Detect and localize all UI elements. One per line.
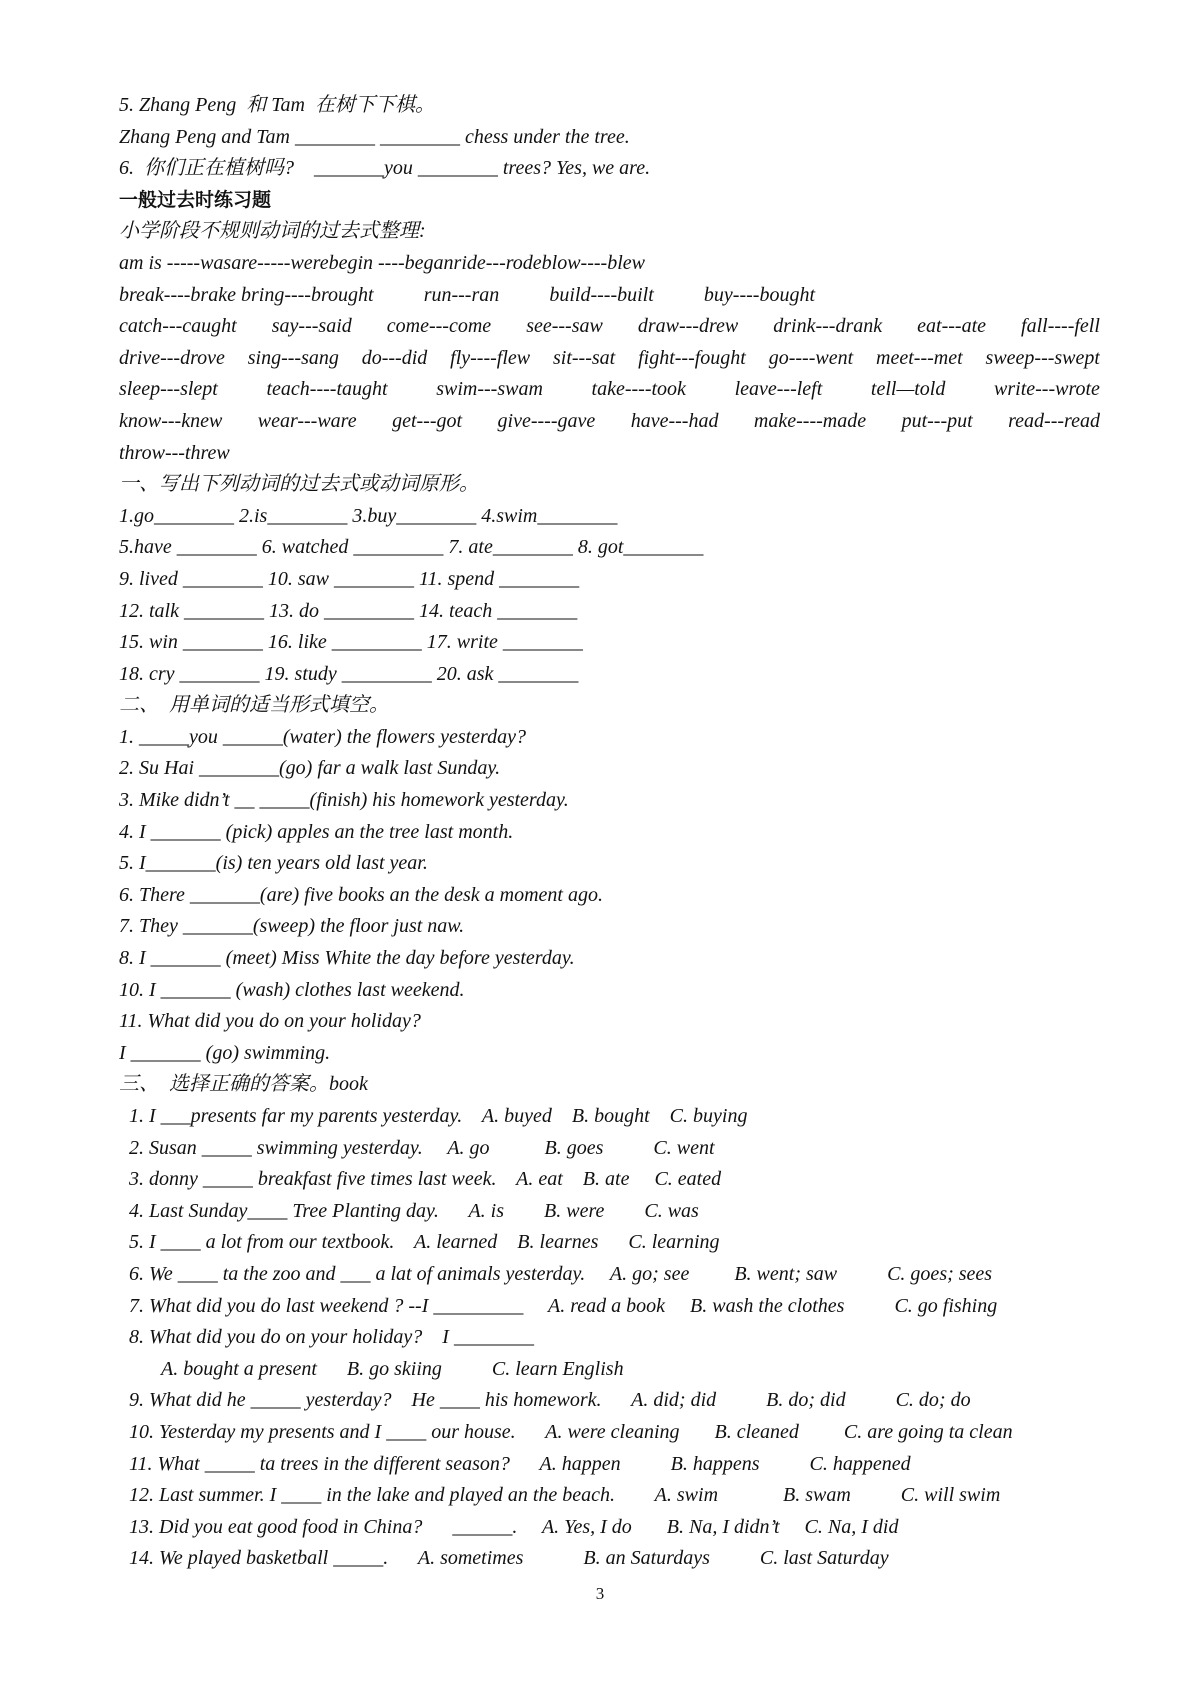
irregular-verb-pair: build----built [549,283,654,306]
irregular-verb-pair: wear---ware [257,409,357,432]
irregular-verb-pair: sit---sat [553,346,616,369]
irregular-verb-pair: throw---threw [119,441,230,464]
intro-line: 5. Zhang Peng 和 Tam 在树下下棋。 [119,94,435,116]
irregular-verb-row [119,248,1100,280]
irregular-verb-pair: sing---sang [247,346,339,369]
part2-line: 6. There _______(are) five books an the desk a moment ago. [119,883,603,906]
part1-title: 一、写出下列动词的过去式或动词原形。 [119,473,479,496]
part2-line: 3. Mike didn’t __ _____(finish) his homework yesterday. [119,789,569,812]
choice-question-line: 8. What did you do on your holiday? I ________ [129,1326,534,1349]
part1-line: 12. talk ________ 13. do _________ 14. teach ________ [119,599,578,622]
irregular-verb-pair: say---said [271,315,352,338]
irregular-verb-pair: swim---swam [436,378,543,401]
intro-line: Zhang Peng and Tam ________ ________ chess under the tree. [119,125,630,148]
irregular-verb-pair: tell—told [870,378,946,401]
part2-title: 二、 用单词的适当形式填空。 [119,694,389,717]
irregular-verb-pair: run---ran [423,283,500,306]
irregular-verb-pair: give----gave [497,409,596,432]
irregular-verb-pair: make----made [753,409,867,432]
part2-line: 7. They _______(sweep) the floor just naw. [119,915,465,938]
part1-line: 15. win ________ 16. like _________ 17. write ________ [119,631,583,654]
section-title: 一般过去时练习题 [119,188,272,211]
irregular-verb-pair: drive---drove [119,346,225,369]
part2-exercises [119,722,1100,1070]
intro-line: 6. 你们正在植树吗? _______you ________ trees? Yes, we are. [119,157,651,180]
irregular-verb-pair: buy----bought [703,283,815,306]
irregular-verb-pair: go----went [768,346,854,369]
irregular-verb-pair: fall----fell [1021,315,1100,338]
part2-line: 1. _____you ______(water) the flowers yesterday? [119,725,526,748]
irregular-verb-row [119,280,1100,312]
choice-question-line: 14. We played basketball _____. A. sometimes B. an Saturdays C. last Saturday [129,1547,889,1570]
part3-exercises [119,1101,1100,1575]
part2-line: I _______ (go) swimming. [119,1041,331,1064]
page-number: 3 [595,1584,605,1603]
part2-line: 5. I_______(is) ten years old last year. [119,852,428,875]
choice-question-line: 10. Yesterday my presents and I ____ our house. A. were cleaning B. cleaned C. are going ta clean [129,1420,1013,1443]
irregular-verb-pair: get---got [392,409,463,432]
irregular-verb-pair: meet---met [876,346,963,369]
irregular-verb-pair: sweep---swept [985,346,1100,369]
irregular-verb-pair: am is -----was [119,251,232,274]
choice-question-line: 5. I ____ a lot from our textbook. A. learned B. learnes C. learning [129,1231,720,1254]
irregular-verb-pair: come---come [386,315,492,338]
irregular-verb-pair: read---read [1008,409,1100,432]
irregular-verb-pair: see---saw [526,315,603,338]
choice-question-line: 7. What did you do last weekend ? --I _________ A. read a book B. wash the clothes C. go fishing [129,1294,998,1317]
part1-line: 18. cry ________ 19. study _________ 20. ask ________ [119,662,579,685]
part1-line: 9. lived ________ 10. saw ________ 11. spend ________ [119,567,580,590]
irregular-verb-pair: begin ----began [328,251,454,274]
choice-question-line: 12. Last summer. I ____ in the lake and played an the beach. A. swim B. swam C. will swim [129,1484,1001,1507]
irregular-verb-pair: are-----were [231,251,329,274]
irregular-verb-pair: blow----blew [541,251,645,274]
part2-line: 10. I _______ (wash) clothes last weekend. [119,978,465,1001]
part3-title: 三、 选择正确的答案。book [119,1073,368,1096]
choice-question-line: 9. What did he _____ yesterday? He ____ his homework. A. did; did B. do; did C. do; do [129,1389,971,1412]
part2-line: 8. I _______ (meet) Miss White the day before yesterday. [119,947,575,970]
part1-exercises [119,501,1100,691]
choice-question-line: 3. donny _____ breakfast five times last week. A. eat B. ate C. eated [129,1168,722,1191]
choice-question-line: 1. I ___presents far my parents yesterday. A. buyed B. bought C. buying [129,1105,748,1127]
choice-question-line: 11. What _____ ta trees in the different season? A. happen B. happens C. happened [129,1452,911,1475]
irregular-verb-pair: do---did [361,346,428,369]
part1-line: 5.have ________ 6. watched _________ 7. ate________ 8. got________ [119,536,704,559]
irregular-verb-row [119,374,1100,406]
choice-question-line: 4. Last Sunday____ Tree Planting day. A. is B. were C. was [129,1199,699,1222]
irregular-verb-pair: draw---drew [637,315,739,338]
irregular-verb-pair: break----brake bring----brought [119,283,374,306]
irregular-verb-pair: know---knew [119,409,223,432]
irregular-verb-pair: leave---left [734,378,823,401]
irregular-verbs-title: 小学阶段不规则动词的过去式整理: [119,220,426,243]
intro-section [119,90,1100,185]
irregular-verb-pair: drink---drank [773,315,883,338]
choice-question-line: A. bought a present B. go skiing C. learn English [161,1357,624,1380]
irregular-verb-pair: take----took [591,378,686,401]
part2-line: 11. What did you do on your holiday? [119,1010,421,1033]
irregular-verb-pair: have---had [630,409,719,432]
choice-question-line: 13. Did you eat good food in China? ______. A. Yes, I do B. Na, I didn’t C. Na, I did [129,1515,899,1538]
irregular-verb-pair: fight---fought [638,346,746,369]
irregular-verb-pair: fly----flew [450,346,531,369]
part2-line: 4. I _______ (pick) apples an the tree last month. [119,820,514,843]
irregular-verb-row [119,438,1100,470]
irregular-verb-pair: ride---rode [453,251,542,274]
irregular-verb-pair: sleep---slept [119,378,218,401]
choice-question-line: 2. Susan _____ swimming yesterday. A. go B. goes C. went [129,1136,715,1159]
part1-line: 1.go________ 2.is________ 3.buy________ 4.swim________ [119,504,618,527]
irregular-verb-row [119,343,1100,375]
irregular-verb-pair: teach----taught [266,378,388,401]
choice-question-line: 6. We ____ ta the zoo and ___ a lat of animals yesterday. A. go; see B. went; saw C. goes; sees [129,1262,993,1285]
irregular-verb-pair: catch---caught [119,315,237,338]
part2-line: 2. Su Hai ________(go) far a walk last Sunday. [119,757,501,780]
irregular-verb-pair: put---put [901,409,973,432]
irregular-verb-pair: write---wrote [994,378,1100,401]
irregular-verb-row [119,311,1100,343]
irregular-verb-pair: eat---ate [917,315,987,338]
irregular-verb-row [119,406,1100,438]
irregular-verbs-list [119,248,1100,469]
